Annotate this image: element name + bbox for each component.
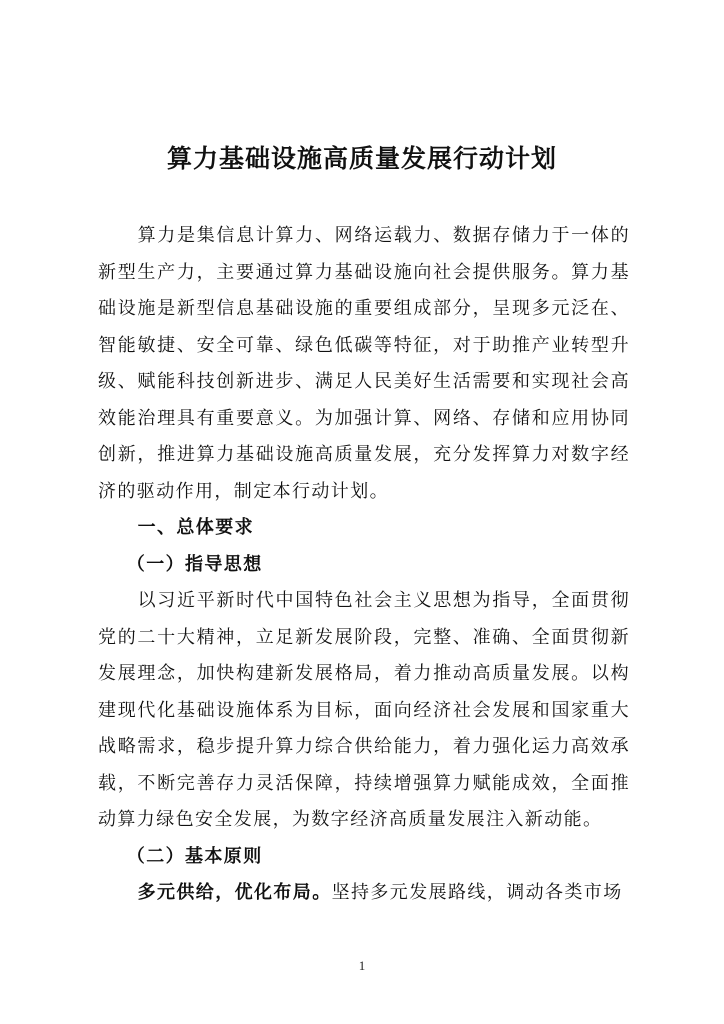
intro-paragraph: 算力是集信息计算力、网络运载力、数据存储力于一体的新型生产力，主要通过算力基础设施向社会提供服务。算力基础设施是新型信息基础设施的重要组成部分，呈现多元泛在、智能敏捷、安全可靠、绿色低碳等特征，对于助推产业转型升级、赋能科技创新进步、满足人民美好生活需要和实现社会高效能治理具有重要意义。为加强计算、网络、存储和应用协同创新，推进算力基础设施高质量发展，充分发挥算力对数字经济的驱动作用，制定本行动计划。 bbox=[98, 225, 630, 502]
guiding-ideology-paragraph: 以习近平新时代中国特色社会主义思想为指导，全面贯彻党的二十大精神，立足新发展阶段，完整、准确、全面贯彻新发展理念，加快构建新发展格局，着力推动高质量发展。以构建现代化基础设施体系为目标，面向经济社会发展和国家重大战略需求，稳步提升算力综合供给能力，着力强化运力高效承载，不断完善存力灵活保障，持续增强算力赋能成效，全面推动算力绿色安全发展，为数字经济高质量发展注入新动能。 bbox=[98, 590, 630, 830]
document-title: 算力基础设施高质量发展行动计划 bbox=[166, 144, 557, 173]
section-heading-general-requirements: 一、总体要求 bbox=[137, 517, 254, 538]
principle-lead-text: 多元供给，优化布局。 bbox=[137, 882, 332, 903]
principle-paragraph bbox=[98, 875, 630, 912]
principle-body-text: 坚持多元发展路线，调动各类市场 bbox=[331, 882, 623, 903]
subsection-heading-guiding-ideology: （一）指导思想 bbox=[126, 553, 263, 575]
document-body bbox=[98, 218, 630, 912]
page-number: 1 bbox=[358, 958, 366, 973]
subsection-heading-basic-principles: （二）基本原则 bbox=[126, 845, 263, 867]
